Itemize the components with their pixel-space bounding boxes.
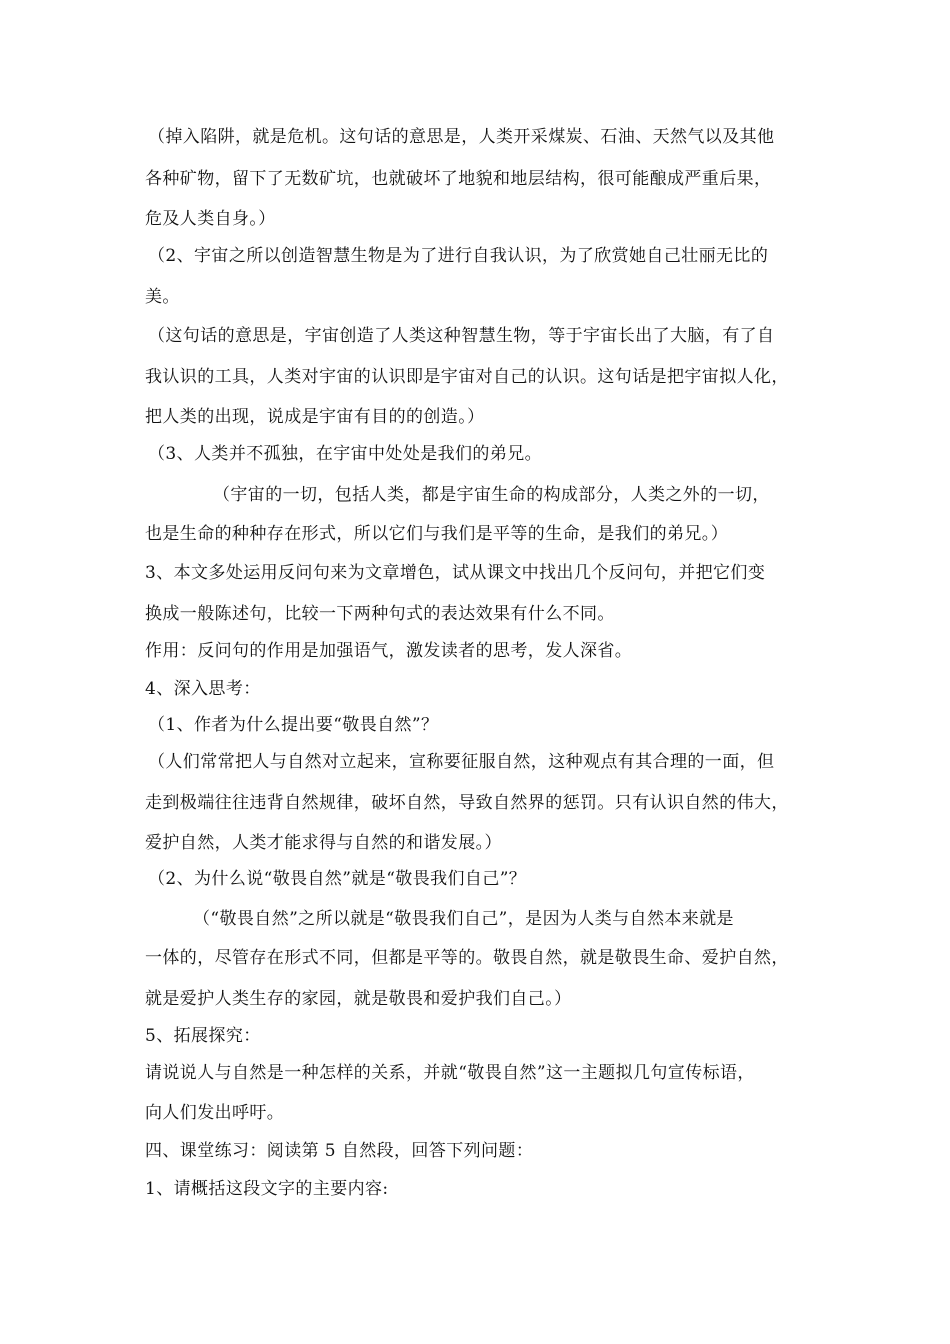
text-line: 就是爱护人类生存的家园，就是敬畏和爱护我们自己。）: [145, 989, 572, 1009]
text-line: 3、本文多处运用反问句来为文章增色，试从课文中找出几个反问句，并把它们变: [145, 563, 766, 583]
text-line: （人们常常把人与自然对立起来，宣称要征服自然，这种观点有其合理的一面，但: [148, 752, 775, 772]
text-line: 也是生命的种种存在形式，所以它们与我们是平等的生命，是我们的弟兄。）: [145, 524, 729, 544]
text-line: 换成一般陈述句，比较一下两种句式的表达效果有什么不同。: [145, 604, 615, 624]
text-line: （掉入陷阱，就是危机。这句话的意思是，人类开采煤炭、石油、天然气以及其他: [148, 127, 775, 147]
text-line: （3、人类并不孤独，在宇宙中处处是我们的弟兄。: [148, 444, 543, 464]
text-line: 请说说人与自然是一种怎样的关系，并就“敬畏自然”这一主题拟几句宣传标语，: [145, 1063, 755, 1083]
text-line: 走到极端往往违背自然规律，破坏自然，导致自然界的惩罚。只有认识自然的伟大，: [145, 793, 789, 813]
text-line: 四、课堂练习：阅读第 5 自然段，回答下列问题：: [145, 1141, 534, 1161]
text-line: 危及人类自身。）: [145, 209, 276, 229]
text-line: 一体的，尽管存在形式不同，但都是平等的。敬畏自然，就是敬畏生命、爱护自然，: [145, 948, 789, 968]
text-line: （2、为什么说“敬畏自然”就是“敬畏我们自己”？: [148, 869, 527, 889]
text-line: （1、作者为什么提出要“敬畏自然”？: [148, 715, 439, 735]
text-line: 1、请概括这段文字的主要内容:: [145, 1179, 389, 1199]
text-line: 把人类的出现，说成是宇宙有目的的创造。）: [145, 407, 485, 427]
text-line: 各种矿物，留下了无数矿坑，也就破坏了地貌和地层结构，很可能酿成严重后果，: [145, 169, 772, 189]
text-line: 向人们发出呼吁。: [145, 1103, 285, 1123]
text-line: 我认识的工具，人类对宇宙的认识即是宇宙对自己的认识。这句话是把宇宙拟人化，: [145, 367, 789, 387]
text-line: （“敬畏自然”之所以就是“敬畏我们自己”，是因为人类与自然本来就是: [193, 909, 734, 929]
text-line: （这句话的意思是，宇宙创造了人类这种智慧生物，等于宇宙长出了大脑，有了自: [148, 326, 775, 346]
text-line: 爱护自然，人类才能求得与自然的和谐发展。）: [145, 833, 502, 853]
text-line: 作用：反问句的作用是加强语气，激发读者的思考，发人深省。: [145, 641, 633, 661]
text-line: （2、宇宙之所以创造智慧生物是为了进行自我认识，为了欣赏她自己壮丽无比的: [148, 246, 769, 266]
text-line: 美。: [145, 287, 180, 307]
text-line: 4、深入思考：: [145, 679, 261, 699]
text-line: （宇宙的一切，包括人类，都是宇宙生命的构成部分，人类之外的一切，: [213, 485, 770, 505]
text-line: 5、拓展探究：: [145, 1026, 261, 1046]
